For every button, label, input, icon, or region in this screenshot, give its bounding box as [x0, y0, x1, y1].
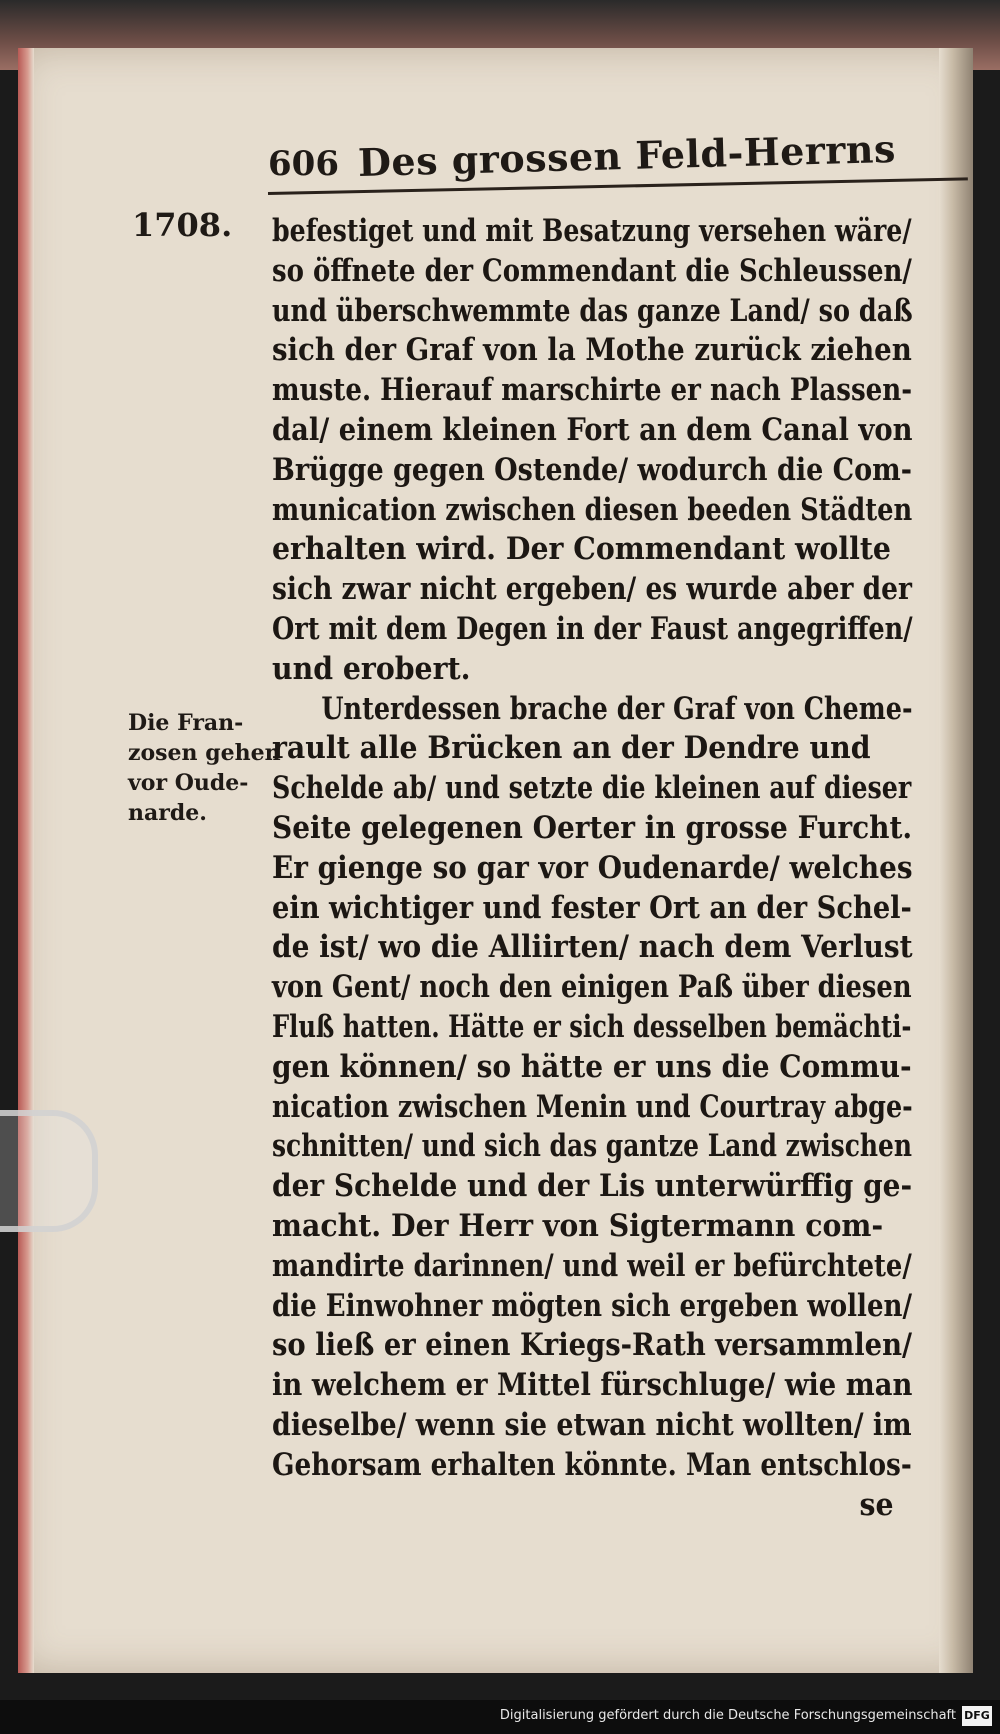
text-line: dieselbe/ wenn sie etwan nicht wollten/ im [272, 1406, 912, 1443]
text-line: ein wichtiger und fester Ort an der Schel- [272, 889, 912, 926]
text-line: und überschwemmte das ganze Land/ so daß [272, 292, 913, 329]
page-clip [0, 1110, 98, 1232]
text-line: so öffnete der Commendant die Schleussen/ [272, 252, 912, 289]
text-line: muste. Hierauf marschirte er nach Plassen- [272, 372, 913, 409]
page-number: 606 [268, 144, 339, 184]
text-line: Unterdessen brache der Graf von Cheme- [321, 690, 913, 727]
text-line: von Gent/ noch den einigen Paß über diesen [272, 969, 912, 1006]
margin-note-line: narde. [128, 800, 207, 826]
text-line: Brügge gegen Ostende/ wodurch die Com- [272, 451, 912, 488]
footer-bar [0, 1700, 1000, 1734]
body-text [272, 212, 972, 1525]
text-line: sich zwar nicht ergeben/ es wurde aber der [272, 571, 912, 608]
text-line: mandirte darinnen/ und weil er befürchtete/ [272, 1247, 912, 1284]
text-line: der Schelde und der Lis unterwürffig ge- [272, 1168, 913, 1205]
text-line: sich der Graf von la Mothe zurück ziehen [272, 332, 912, 369]
text-line: se [859, 1486, 894, 1523]
text-line: Seite gelegenen Oerter in grosse Furcht. [272, 809, 913, 846]
text-line: Gehorsam erhalten könnte. Man entschlos- [272, 1446, 912, 1483]
footer-credit: Digitalisierung gefördert durch die Deutsche Forschungsgemeinschaft [499, 1708, 956, 1723]
text-line: erhalten wird. Der Commendant wollte [272, 531, 891, 568]
text-line: die Einwohner mögten sich ergeben wollen/ [272, 1287, 912, 1324]
text-line: de ist/ wo die Alliirten/ nach dem Verlust [272, 929, 913, 966]
text-line: munication zwischen diesen beeden Städten [272, 491, 913, 528]
text-line: macht. Der Herr von Sigtermann com- [272, 1207, 884, 1244]
dfg-logo-icon: DFG [962, 1706, 992, 1726]
text-line: so ließ er einen Kriegs-Rath versammlen/ [272, 1327, 913, 1364]
page-left-edge [18, 48, 34, 1673]
text-line: befestiget und mit Besatzung versehen wäre/ [272, 213, 912, 249]
text-line: rault alle Brücken an der Dendre und [272, 730, 871, 767]
text-line: schnitten/ und sich das gantze Land zwischen [272, 1128, 912, 1165]
margin-note-line: Die Fran- [128, 710, 244, 736]
text-line: dal/ einem kleinen Fort an dem Canal von [272, 411, 913, 448]
margin-note-line: vor Oude- [128, 770, 249, 796]
text-line: Fluß hatten. Hätte er sich desselben bemächti- [272, 1008, 912, 1045]
text-line: und erobert. [272, 650, 471, 687]
text-line: Schelde ab/ und setzte die kleinen auf dieser [272, 770, 912, 807]
margin-year: 1708. [132, 206, 233, 244]
margin-note-line: zosen gehen [128, 740, 281, 766]
running-title: Des grossen Feld-Herrns [357, 125, 897, 185]
text-line: gen können/ so hätte er uns die Commu- [272, 1048, 912, 1085]
text-line: in welchem er Mittel fürschluge/ wie man [272, 1367, 913, 1404]
text-line: Er gienge so gar vor Oudenarde/ welches [272, 849, 913, 886]
text-line: nication zwischen Menin und Courtray abge- [272, 1088, 913, 1125]
text-line: Ort mit dem Degen in der Faust angegriffen/ [272, 610, 913, 647]
margin-note [128, 708, 281, 828]
